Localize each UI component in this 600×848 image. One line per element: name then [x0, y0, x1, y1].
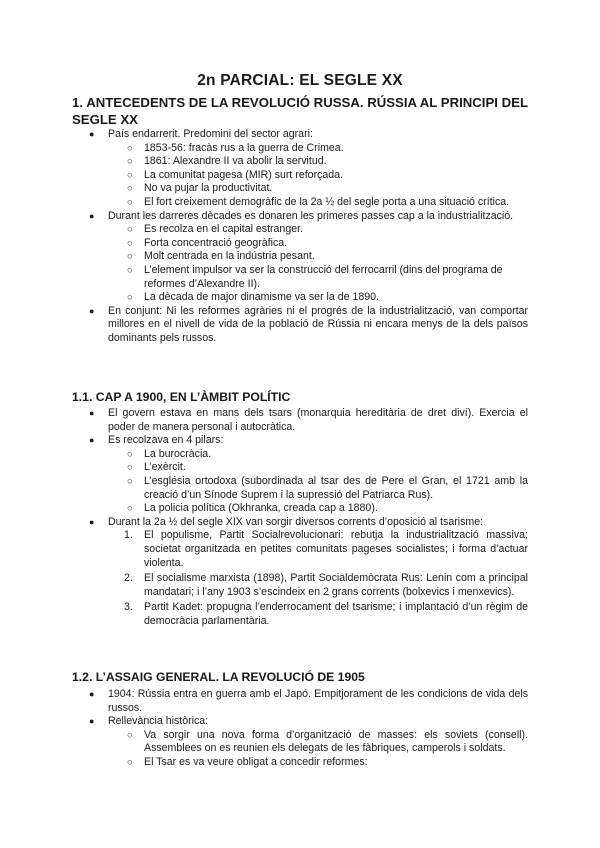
circle-bullet-icon: ○	[127, 475, 133, 487]
sub-list-item: ○ La policia política (Okhranka, creada cap a 1880).	[127, 502, 378, 515]
sub-list-item: ○ Forta concentració geogràfica.	[127, 236, 288, 249]
circle-bullet-icon: ○	[127, 264, 133, 276]
list-item: ● Es recolzava en 4 pilars:	[89, 434, 224, 447]
list-item: ● En conjunt: Ni les reformes agràries ni el progrés de la industrialització, van comportar millores en el nivell de vida de la població de Rússia ni encara menys de la dels països dominants pels russos.	[89, 304, 528, 344]
circle-bullet-icon: ○	[127, 224, 133, 236]
circle-bullet-icon: ○	[127, 237, 133, 249]
bullet-icon: ●	[89, 305, 95, 316]
sub-list-item: ○ 1853-56: fracàs rus a la guerra de Crimea.	[127, 141, 344, 154]
section-1-list	[72, 128, 528, 346]
sub-list-item: ○ L’església ortodoxa (subordinada al tsar des de Pere el Gran, el 1721 amb la creació d’un Sínode Suprem i la supressió del Patriarca Rus).	[127, 474, 528, 501]
numbered-item: 1. El populisme, Partit Socialrevolucionari: rebutja la industrialització massiva; societat organitzada en petites comunitats pageses socialistes; i forma d’actuar violenta.	[124, 529, 528, 569]
bullet-icon: ●	[89, 516, 95, 527]
sub-list-item: ○ No va pujar la productivitat.	[127, 182, 273, 195]
document-title: 2n PARCIAL: EL SEGLE XX	[197, 72, 403, 89]
circle-bullet-icon: ○	[127, 251, 133, 263]
sub-list-item: ○ El fort creixement demogràfic de la 2a ½ del segle porta a una situació crítica.	[127, 195, 510, 208]
sub-list-item: ○ La burocràcia.	[127, 447, 212, 460]
numbered-item: 3. Partit Kadet: propugna l’enderrocament del tsarisme; i implantació d’un règim de democràcia parlamentària.	[124, 601, 528, 627]
sub-list-item: ○ La dècada de major dinamisme va ser la de 1890.	[127, 291, 379, 304]
circle-bullet-icon: ○	[127, 462, 133, 474]
section-heading-1: 1. ANTECEDENTS DE LA REVOLUCIÓ RUSSA. RÚSSIA AL PRINCIPI DEL SEGLE XX	[72, 95, 528, 127]
sub-list-item: ○ L’element impulsor va ser la construcció del ferrocarril (dins del programa de reformes d’Alexandre II).	[127, 263, 503, 290]
list-item: ● Rellevància històrica:	[89, 715, 209, 728]
bullet-icon: ●	[89, 129, 95, 139]
list-item: ● País endarrerit. Predomini del sector agrari:	[89, 128, 313, 140]
numbered-item: 2. El socialisme marxista (1898), Partit Socialdemòcrata Rus: Lenin com a principal mandatari; i l’any 1903 s’escindeix en 2 grans corrents (bolxevics i menxevics).	[124, 572, 528, 598]
section-1-1-list	[72, 407, 528, 629]
circle-bullet-icon: ○	[127, 729, 133, 741]
circle-bullet-icon: ○	[127, 448, 133, 460]
bullet-icon: ●	[89, 689, 95, 699]
circle-bullet-icon: ○	[127, 169, 133, 181]
section-1-2-list	[72, 688, 528, 770]
circle-bullet-icon: ○	[127, 196, 133, 208]
circle-bullet-icon: ○	[127, 142, 133, 154]
list-item: ● El govern estava en mans dels tsars (monarquia hereditària de dret diví). Exercia el poder de manera personal i autocràtica.	[89, 407, 528, 433]
bullet-icon: ●	[89, 408, 95, 418]
sub-list-item: ○ Va sorgir una nova forma d’organització de masses: els soviets (consell). Assemblees on es reunien els delegats de les fàbriques, camperols i soldats.	[127, 728, 528, 755]
bullet-icon: ●	[89, 435, 95, 446]
sub-list-item: ○ Molt centrada en la indústria pesant.	[127, 250, 315, 263]
list-item: ● Durant la 2a ½ del segle XIX van sorgir diversos corrents d’oposició al tsarisme:	[89, 515, 484, 528]
sub-list-item: ○ Es recolza en el capital estranger.	[127, 223, 303, 236]
circle-bullet-icon: ○	[127, 756, 133, 768]
list-item: ● 1904: Rússia entra en guerra amb el Japó. Empitjorament de les condicions de vida dels russos.	[89, 688, 528, 714]
sub-list-item: ○ 1861: Alexandre II va abolir la servitud.	[127, 155, 327, 168]
list-item: ● Durant les darreres dècades es donaren les primeres passes cap a la industrialització.	[89, 209, 514, 222]
sub-list-item: ○ L’exèrcit.	[127, 461, 186, 474]
circle-bullet-icon: ○	[127, 156, 133, 168]
circle-bullet-icon: ○	[127, 183, 133, 195]
subsection-heading-1-2: 1.2. L’ASSAIG GENERAL. LA REVOLUCIÓ DE 1905	[72, 670, 365, 684]
subsection-heading-1-1: 1.1. CAP A 1900, EN L’ÀMBIT POLÍTIC	[72, 390, 291, 404]
bullet-icon: ●	[89, 716, 95, 727]
sub-list-item: ○ El Tsar es va veure obligat a concedir reformes:	[127, 755, 368, 768]
bullet-icon: ●	[89, 210, 95, 221]
circle-bullet-icon: ○	[127, 292, 133, 304]
circle-bullet-icon: ○	[127, 503, 133, 515]
sub-list-item: ○ La comunitat pagesa (MIR) surt reforçada.	[127, 168, 344, 181]
